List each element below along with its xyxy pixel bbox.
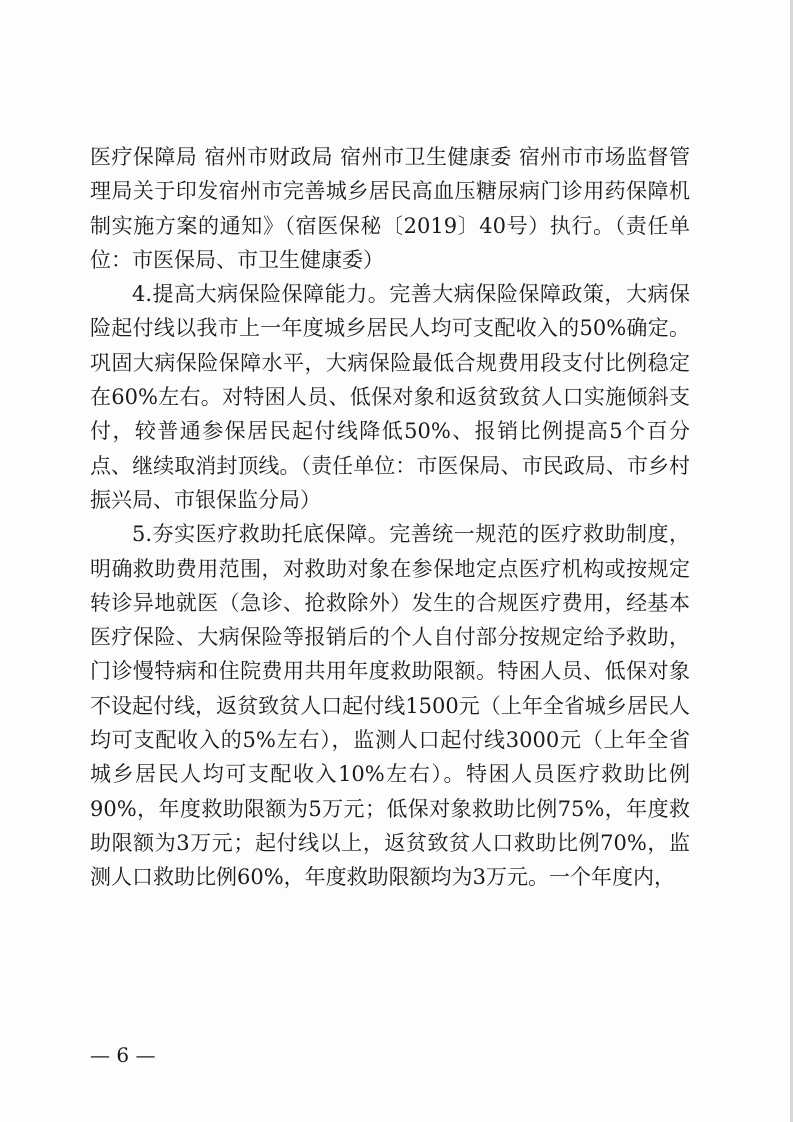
paragraph-item-4: 4.提高大病保险保障能力。完善大病保险保障政策，大病保险起付线以我市上一年度城乡居民人均可支配收入的50%确定。巩固大病保险保障水平，大病保险最低合规费用段支付比例稳定在60%左右。对特困人员、低保对象和返贫致贫人口实施倾斜支付，较普通参保居民起付线降低50%、报销比例提高5个百分点、继续取消封顶线。（责任单位：市医保局、市民政局、市乡村振兴局、市银保监分局） — [90, 282, 690, 512]
paragraph-item-5: 5.夯实医疗救助托底保障。完善统一规范的医疗救助制度，明确救助费用范围，对救助对象在参保地定点医疗机构或按规定转诊异地就医（急诊、抢救除外）发生的合规医疗费用，经基本医疗保险、大病保险等报销后的个人自付部分按规定给予救助，门诊慢特病和住院费用共用年度救助限额。特困人员、低保对象不设起付线，返贫致贫人口起付线1500元（上年全省城乡居民人均可支配收入的5%左右），监测人口起付线3000元（上年全省城乡居民人均可支配收入10%左右）。特困人员医疗救助比例90%，年度救助限额为5万元；低保对象救助比例75%，年度救助限额为3万元；起付线以上，返贫致贫人口救助比例70%，监测人口救助比例60%，年度救助限额均为3万元。一个年度内， — [90, 522, 690, 890]
page-number: — 6 — — [90, 1043, 156, 1067]
paragraph-continuation: 医疗保障局 宿州市财政局 宿州市卫生健康委 宿州市市场监督管理局关于印发宿州市完善城乡居民高血压糖尿病门诊用药保障机制实施方案的通知》（宿医保秘〔2019〕40号）执行。（责任单位：市医保局、市卫生健康委） — [90, 145, 690, 272]
document-body — [90, 140, 690, 895]
